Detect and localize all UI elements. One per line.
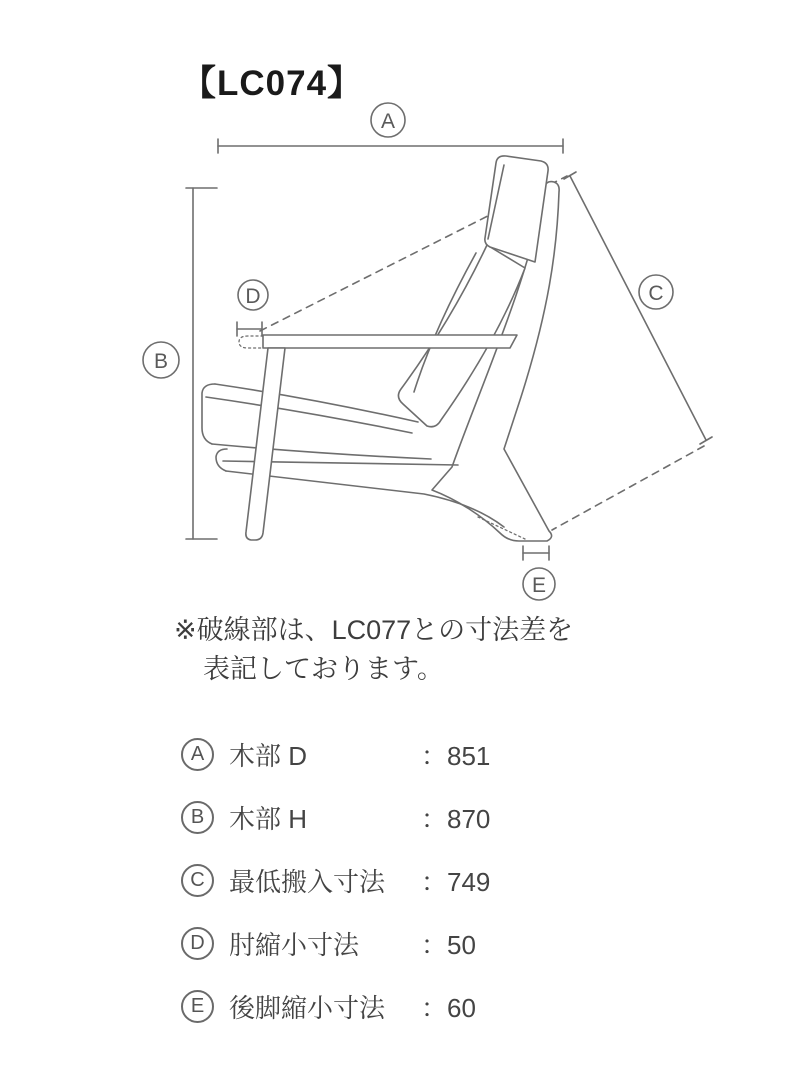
note-text bbox=[174, 611, 573, 689]
dimension-line-c bbox=[564, 172, 712, 444]
page-title: 【LC074】 bbox=[181, 64, 364, 103]
svg-text:C: C bbox=[648, 282, 664, 305]
dim-label-d bbox=[238, 280, 268, 310]
dimension-bracket-e bbox=[523, 546, 549, 560]
legend-label: 後脚縮小寸法 bbox=[229, 992, 386, 1023]
legend-label: 最低搬入寸法 bbox=[229, 866, 386, 897]
legend-circle-e: E bbox=[181, 990, 214, 1023]
legend-separator: ： bbox=[421, 929, 448, 960]
legend-row-a bbox=[181, 732, 490, 776]
legend-label: 木部 D bbox=[229, 740, 308, 771]
seat-cushion bbox=[202, 384, 431, 459]
legend-circle-b: B bbox=[181, 801, 214, 834]
legend-number: 870 bbox=[447, 803, 491, 834]
dim-label-a bbox=[371, 103, 405, 137]
svg-text:D: D bbox=[245, 285, 261, 308]
svg-text:A: A bbox=[380, 110, 396, 133]
dim-label-c bbox=[639, 275, 673, 309]
note-line-2: 表記しております。 bbox=[203, 654, 444, 684]
legend-row-d bbox=[181, 921, 490, 965]
legend-circle-d: D bbox=[181, 927, 214, 960]
legend-value bbox=[421, 799, 490, 836]
legend-label: 木部 H bbox=[229, 803, 308, 834]
legend-label: 肘縮小寸法 bbox=[229, 929, 360, 960]
legend-row-c bbox=[181, 858, 490, 902]
legend-value bbox=[421, 925, 476, 962]
legend-number: 60 bbox=[447, 992, 476, 1023]
dim-label-e bbox=[523, 568, 555, 600]
armrest-cut-dotted-cap bbox=[239, 336, 263, 348]
legend-separator: ： bbox=[421, 740, 448, 771]
armrest bbox=[239, 335, 517, 348]
legend-row-e bbox=[181, 984, 490, 1028]
legend-number: 749 bbox=[447, 866, 491, 897]
dimension-bracket-d bbox=[237, 322, 262, 336]
legend-number: 50 bbox=[447, 929, 476, 960]
legend-separator: ： bbox=[421, 866, 448, 897]
dim-label-b bbox=[143, 342, 179, 378]
legend-separator: ： bbox=[421, 803, 448, 834]
svg-text:E: E bbox=[531, 574, 547, 597]
legend-number: 851 bbox=[447, 740, 491, 771]
dimension-line-b bbox=[186, 188, 217, 539]
legend-separator: ： bbox=[421, 992, 448, 1023]
dimension-line-a bbox=[218, 139, 563, 153]
legend-row-b bbox=[181, 795, 490, 839]
dimension-legend bbox=[181, 732, 490, 1028]
legend-value bbox=[421, 862, 490, 899]
note-line-1: ※破線部は、LC077との寸法差を bbox=[174, 615, 574, 645]
svg-text:B: B bbox=[153, 350, 169, 373]
legend-circle-c: C bbox=[181, 864, 214, 897]
legend-value bbox=[421, 736, 490, 773]
legend-value bbox=[421, 988, 476, 1025]
legend-circle-a: A bbox=[181, 738, 214, 771]
